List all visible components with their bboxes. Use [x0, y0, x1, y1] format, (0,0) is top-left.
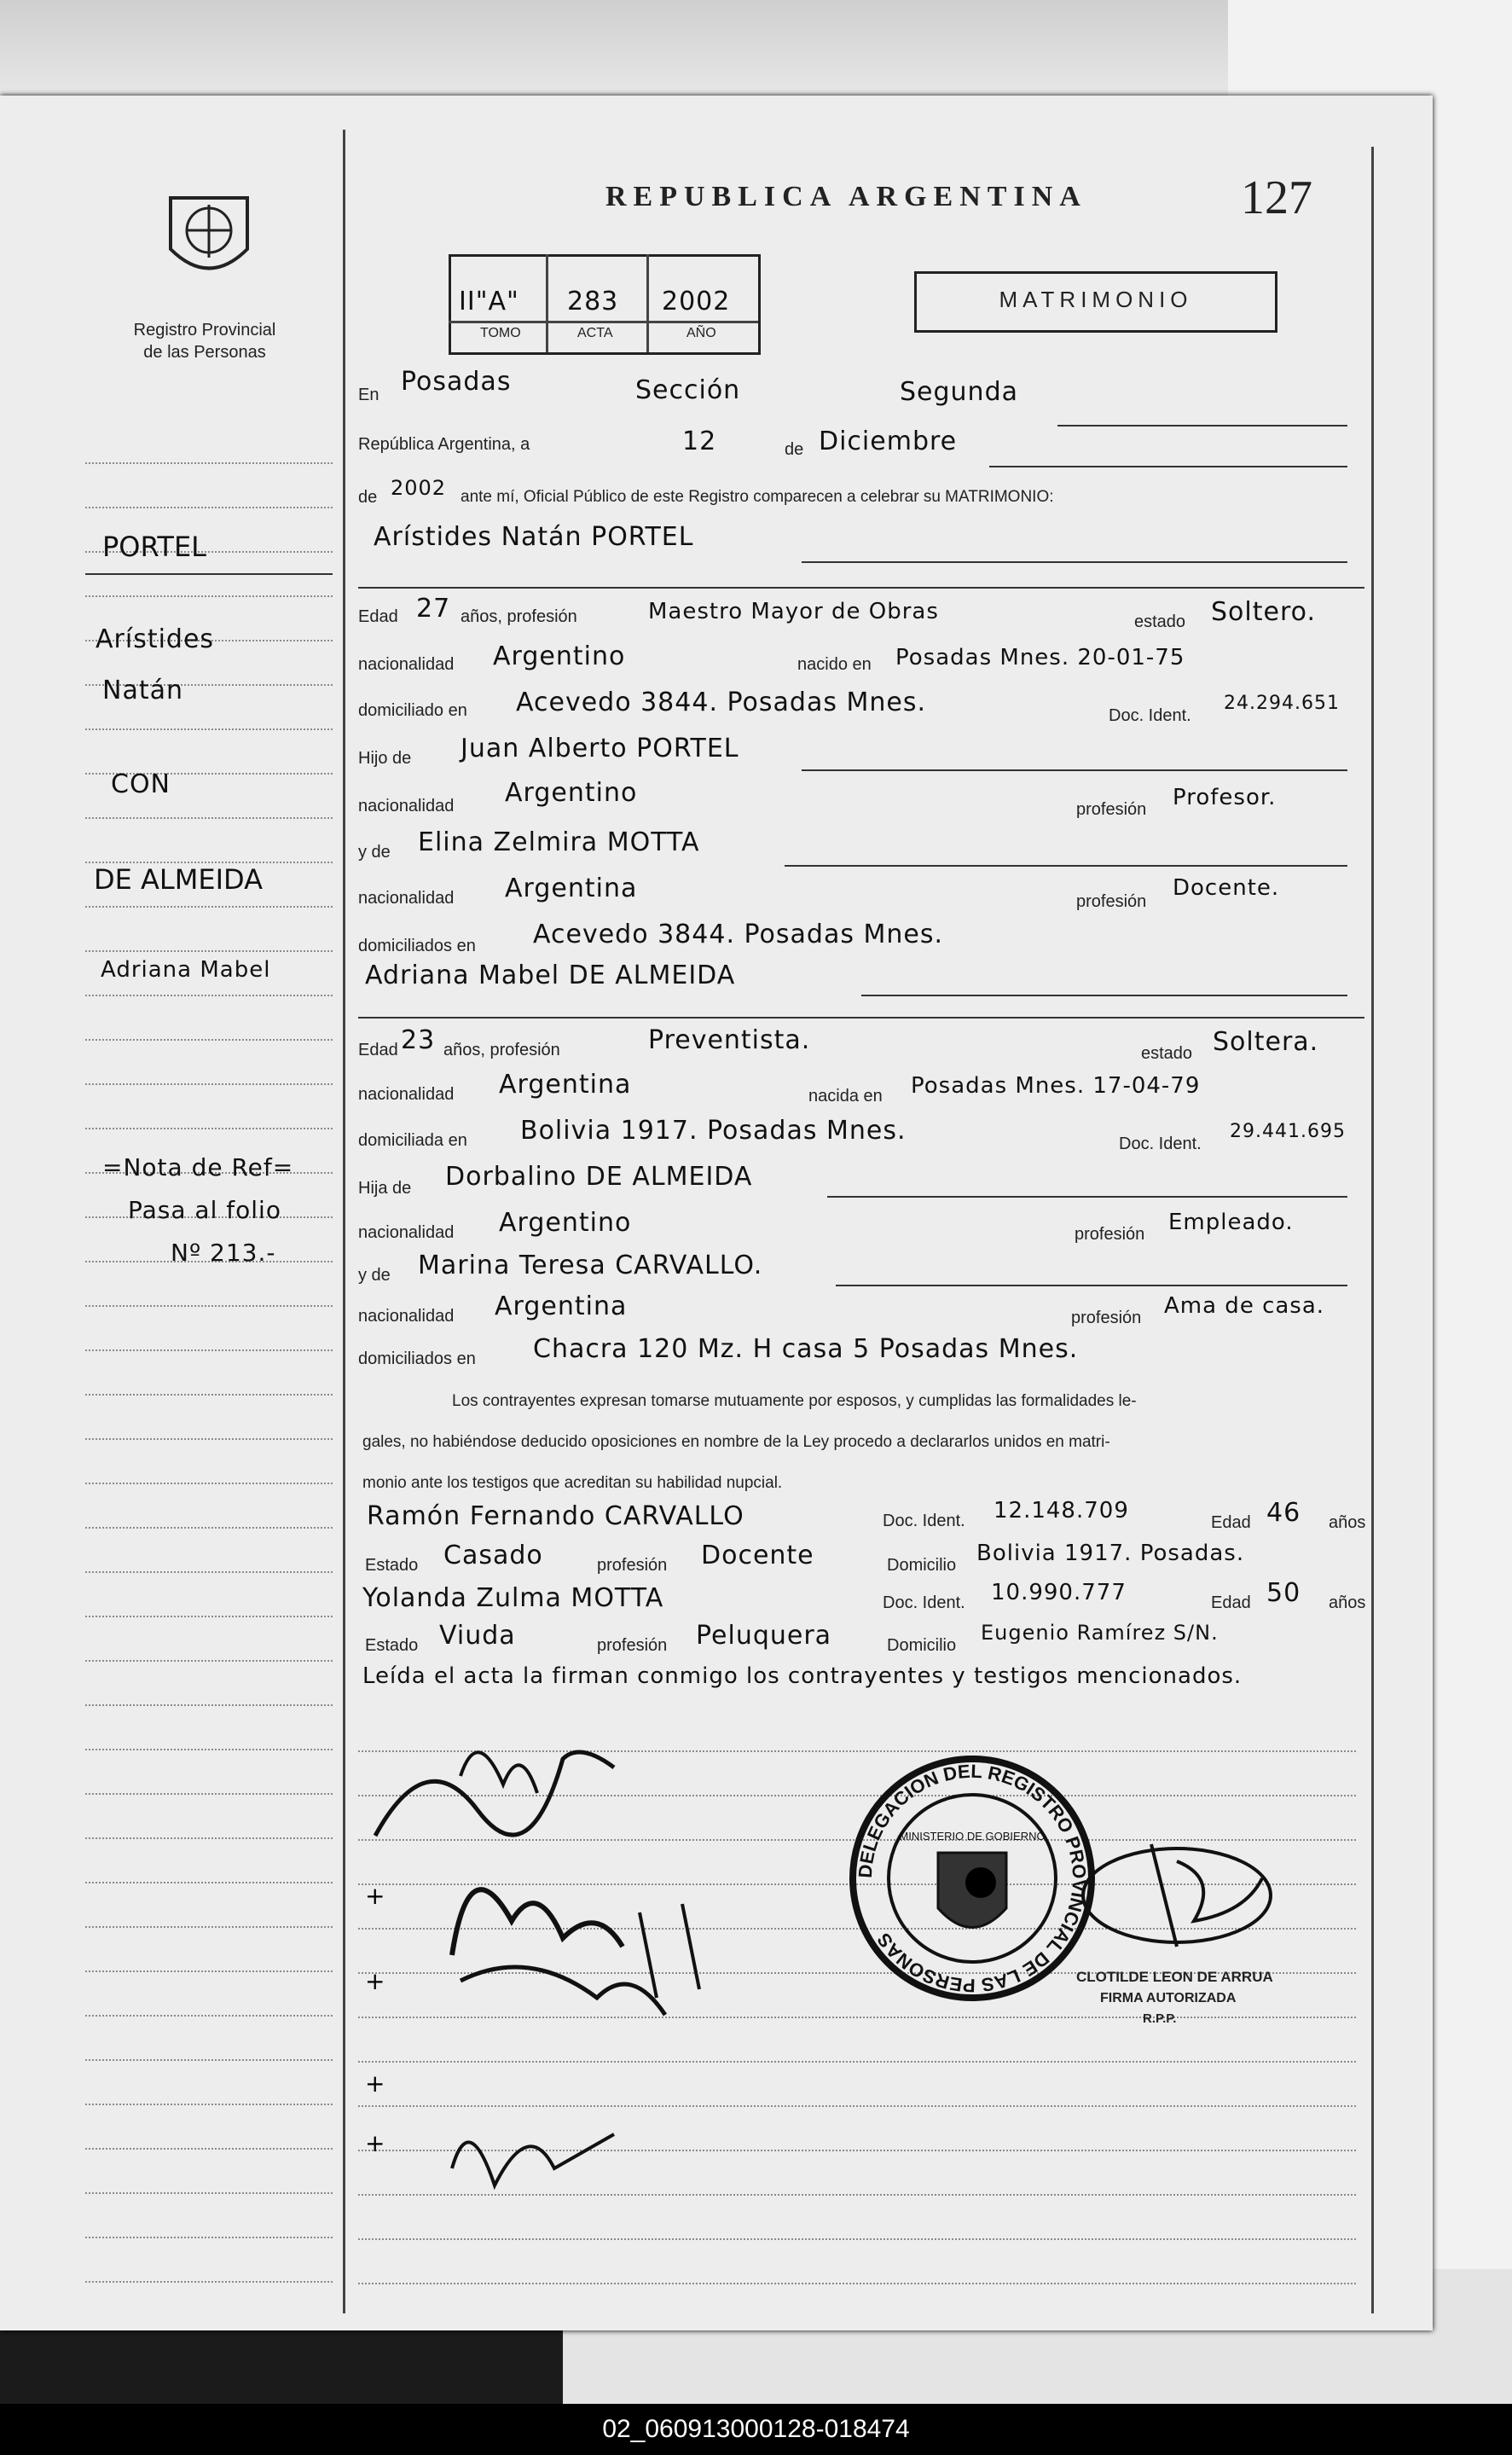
right-border — [1371, 147, 1374, 2313]
ruled-line — [85, 1039, 333, 1041]
bride-parents-address: Chacra 120 Mz. H casa 5 Posadas Mnes. — [533, 1334, 1079, 1364]
fill-line — [785, 865, 1347, 867]
nacionalidad-label: nacionalidad — [358, 1085, 455, 1104]
margin-underline — [85, 573, 333, 575]
fill-line — [989, 466, 1347, 467]
ruled-line — [85, 507, 333, 508]
month-value: Diciembre — [819, 427, 958, 456]
groom-birth: Posadas Mnes. 20-01-75 — [895, 645, 1185, 670]
margin-con: CON — [111, 769, 171, 799]
doc-label: Doc. Ident. — [1109, 706, 1191, 725]
witness-1-estado: Casado — [443, 1541, 543, 1570]
witness-doc-label: Doc. Ident. — [883, 1512, 965, 1530]
table-divider — [546, 254, 548, 352]
domiciliada-label: domiciliada en — [358, 1131, 467, 1150]
ruled-line — [85, 1483, 333, 1484]
anos-profesion-label: años, profesión — [461, 607, 577, 626]
nacionalidad-label: nacionalidad — [358, 1307, 455, 1326]
register-page — [0, 96, 1433, 2330]
edad-label: Edad — [358, 607, 398, 626]
nacionalidad-label: nacionalidad — [358, 889, 455, 908]
witness-2-name: Yolanda Zulma MOTTA — [362, 1583, 664, 1613]
acta-value: 283 — [567, 287, 619, 316]
ruled-line — [85, 817, 333, 819]
witness-2-address: Eugenio Ramírez S/N. — [981, 1621, 1219, 1645]
bride-name: Adriana Mabel DE ALMEIDA — [365, 961, 736, 990]
official-stamp-icon — [844, 1750, 1100, 2006]
y-de-label: y de — [358, 843, 391, 862]
ruled-line — [85, 2015, 333, 2017]
margin-note-2: Pasa al folio — [128, 1196, 281, 1224]
day-value: 12 — [682, 427, 717, 456]
ruled-line — [85, 2237, 333, 2238]
bride-father: Dorbalino DE ALMEIDA — [445, 1162, 753, 1192]
margin-first-name: Arístides — [96, 624, 215, 654]
ruled-line — [85, 2148, 333, 2150]
nacida-label: nacida en — [808, 1087, 883, 1106]
svg-text:+: + — [365, 1967, 385, 1995]
ruled-line — [85, 1349, 333, 1351]
groom-name: Arístides Natán PORTEL — [374, 522, 694, 552]
profesion-label: profesión — [1076, 800, 1147, 819]
witness-1-age: 46 — [1266, 1498, 1301, 1528]
bride-mother: Marina Teresa CARVALLO. — [418, 1251, 763, 1280]
republica-label: República Argentina, a — [358, 435, 530, 454]
section-divider — [358, 1017, 1364, 1019]
bride-doc: 29.441.695 — [1230, 1121, 1346, 1142]
ruled-line — [85, 1305, 333, 1307]
ruled-line — [85, 906, 333, 908]
ruled-line — [85, 1882, 333, 1883]
tomo-value: II"A" — [459, 287, 519, 316]
margin-surname-bride: DE ALMEIDA — [94, 863, 263, 896]
ruled-line — [85, 2104, 333, 2105]
groom-mother: Elina Zelmira MOTTA — [418, 827, 700, 857]
ruled-line — [85, 1704, 333, 1706]
ano-value: 2002 — [662, 287, 731, 316]
profesion-label: profesión — [1075, 1225, 1145, 1244]
nacionalidad-label: nacionalidad — [358, 797, 455, 815]
ruled-line — [85, 1083, 333, 1085]
ante-text: ante mí, Oficial Público de este Registro comparecen a celebrar su MATRIMONIO: — [461, 488, 1054, 506]
witness-1-doc: 12.148.709 — [994, 1498, 1129, 1523]
stamp-ring-text: DELEGACION DEL REGISTRO PROVINCIAL DE LAS PERSONAS — [854, 1760, 1091, 1997]
fill-line — [836, 1285, 1347, 1286]
groom-mother-nationality: Argentina — [505, 873, 638, 903]
nacido-label: nacido en — [797, 655, 872, 674]
fill-line — [861, 995, 1347, 996]
groom-parents-address: Acevedo 3844. Posadas Mnes. — [533, 920, 944, 949]
bride-mother-profession: Ama de casa. — [1164, 1293, 1325, 1319]
groom-nationality: Argentino — [493, 641, 626, 671]
ruled-line — [85, 1660, 333, 1662]
record-type: MATRIMONIO — [999, 287, 1193, 312]
witness-anos-label: años — [1329, 1513, 1366, 1532]
closing-text: Leída el acta la firman conmigo los contrayentes y testigos mencionados. — [362, 1663, 1243, 1689]
witness-estado-label: Estado — [365, 1636, 419, 1655]
ruled-line — [85, 995, 333, 996]
witness-2-estado: Viuda — [439, 1621, 516, 1651]
witness-domicilio-label: Domicilio — [887, 1556, 957, 1575]
year-value: 2002 — [391, 476, 447, 500]
ruled-line — [85, 1128, 333, 1129]
groom-doc: 24.294.651 — [1224, 693, 1340, 714]
y-de-label: y de — [358, 1266, 391, 1285]
anos-profesion-label: años, profesión — [443, 1041, 560, 1059]
witness-profesion-label: profesión — [597, 1636, 668, 1655]
stamp-signer: CLOTILDE LEON DE ARRUA — [1076, 1969, 1273, 1985]
ruled-line — [85, 1527, 333, 1529]
groom-profession: Maestro Mayor de Obras — [648, 599, 939, 624]
place-value: Posadas — [401, 367, 512, 397]
groom-address: Acevedo 3844. Posadas Mnes. — [516, 688, 927, 717]
nacionalidad-label: nacionalidad — [358, 1223, 455, 1242]
witness-edad-label: Edad — [1211, 1513, 1251, 1532]
witness-profesion-label: profesión — [597, 1556, 668, 1575]
margin-divider — [343, 130, 345, 2313]
ruled-line — [85, 2059, 333, 2061]
witness-estado-label: Estado — [365, 1556, 419, 1575]
signatures — [358, 1708, 750, 2254]
stamp-inner-text: MINISTERIO DE GOBIERNO — [899, 1830, 1046, 1843]
declaration-line-3: monio ante los testigos que acreditan su habilidad nupcial. — [362, 1474, 783, 1492]
ruled-line — [85, 1926, 333, 1928]
table-divider — [646, 254, 649, 352]
bride-nationality: Argentina — [499, 1070, 632, 1100]
groom-age: 27 — [416, 594, 451, 624]
witness-doc-label: Doc. Ident. — [883, 1593, 965, 1612]
doc-label: Doc. Ident. — [1119, 1135, 1202, 1153]
svg-text:+: + — [365, 2129, 385, 2157]
domiciliados-label: domiciliados en — [358, 1349, 476, 1368]
domiciliados-label: domiciliados en — [358, 937, 476, 955]
registry-name: Registro Provincial de las Personas — [133, 321, 276, 362]
fill-line — [802, 769, 1347, 771]
en-label: En — [358, 386, 379, 404]
fill-line — [1057, 425, 1347, 427]
bride-profession: Preventista. — [648, 1025, 811, 1055]
ruled-line — [85, 2281, 333, 2283]
section-divider — [358, 587, 1364, 589]
declaration-line-1: Los contrayentes expresan tomarse mutuamente por esposos, y cumplidas las formalidades le- — [452, 1392, 1137, 1410]
stamp-firma: FIRMA AUTORIZADA — [1100, 1991, 1237, 2005]
witness-2-age: 50 — [1266, 1578, 1301, 1608]
groom-father-profession: Profesor. — [1173, 785, 1277, 810]
tomo-label: TOMO — [480, 326, 521, 340]
ruled-line — [85, 1793, 333, 1795]
margin-bride-names: Adriana Mabel — [101, 957, 271, 983]
hija-label: Hija de — [358, 1179, 412, 1198]
de-label-2: de — [358, 488, 378, 507]
registry-seal-icon — [154, 181, 264, 292]
nacionalidad-label: nacionalidad — [358, 655, 455, 674]
country-title: REPUBLICA ARGENTINA — [605, 181, 1087, 212]
bride-father-nationality: Argentino — [499, 1208, 632, 1238]
table-divider — [449, 321, 758, 323]
profesion-label: profesión — [1076, 892, 1147, 911]
declaration-line-2: gales, no habiéndose deducido oposiciones en nombre de la Ley procedo a declararlos unidos en matri- — [362, 1433, 1110, 1451]
ruled-line — [358, 2283, 1356, 2284]
bride-birth: Posadas Mnes. 17-04-79 — [911, 1073, 1201, 1099]
witness-1-address: Bolivia 1917. Posadas. — [976, 1541, 1245, 1566]
de-label: de — [785, 440, 804, 459]
hijo-label: Hijo de — [358, 749, 412, 768]
bride-mother-nationality: Argentina — [495, 1291, 628, 1321]
ruled-line — [85, 1438, 333, 1440]
groom-father-nationality: Argentino — [505, 778, 638, 808]
bride-father-profession: Empleado. — [1168, 1210, 1294, 1235]
ruled-line — [85, 1394, 333, 1396]
margin-note-3: Nº 213.- — [171, 1239, 276, 1267]
witness-edad-label: Edad — [1211, 1593, 1251, 1612]
ruled-line — [85, 595, 333, 597]
seccion-label: Sección — [635, 375, 741, 405]
domicilio-label: domiciliado en — [358, 701, 467, 720]
ruled-line — [85, 1970, 333, 1972]
witness-1-profession: Docente — [701, 1541, 814, 1570]
margin-note-1: =Nota de Ref= — [102, 1153, 294, 1181]
estado-label: estado — [1134, 612, 1186, 631]
margin-second-name: Natán — [102, 676, 183, 705]
witness-2-doc: 10.990.777 — [991, 1580, 1127, 1605]
edad-label: Edad — [358, 1041, 398, 1059]
ano-label: AÑO — [686, 326, 716, 340]
seccion-value: Segunda — [900, 377, 1018, 407]
witness-domicilio-label: Domicilio — [887, 1636, 957, 1655]
svg-text:+: + — [365, 1882, 385, 1910]
ruled-line — [85, 1837, 333, 1839]
acta-label: ACTA — [577, 326, 613, 340]
folio-number: 127 — [1241, 171, 1312, 224]
ruled-line — [85, 1616, 333, 1617]
witness-1-name: Ramón Fernando CARVALLO — [367, 1501, 744, 1531]
groom-estado: Soltero. — [1211, 597, 1316, 627]
bride-age: 23 — [401, 1025, 436, 1055]
profesion-label: profesión — [1071, 1309, 1142, 1327]
ruled-line — [85, 2192, 333, 2194]
ruled-line — [85, 462, 333, 464]
ruled-line — [85, 1749, 333, 1750]
ruled-line — [85, 950, 333, 952]
witness-2-profession: Peluquera — [696, 1621, 832, 1651]
groom-mother-profession: Docente. — [1173, 875, 1280, 901]
fill-line — [827, 1196, 1347, 1198]
margin-surname: PORTEL — [102, 531, 206, 563]
ruled-line — [85, 1571, 333, 1573]
witness-anos-label: años — [1329, 1593, 1366, 1612]
fill-line — [802, 561, 1347, 563]
ruled-line — [85, 728, 333, 730]
stamp-rpp: R.P.P. — [1143, 2011, 1177, 2026]
svg-text:+: + — [365, 2069, 385, 2098]
bride-estado: Soltera. — [1213, 1027, 1319, 1057]
groom-father: Juan Alberto PORTEL — [461, 734, 739, 763]
estado-label: estado — [1141, 1044, 1193, 1063]
bride-address: Bolivia 1917. Posadas Mnes. — [520, 1116, 907, 1146]
image-caption: 02_060913000128-018474 — [0, 2404, 1512, 2455]
